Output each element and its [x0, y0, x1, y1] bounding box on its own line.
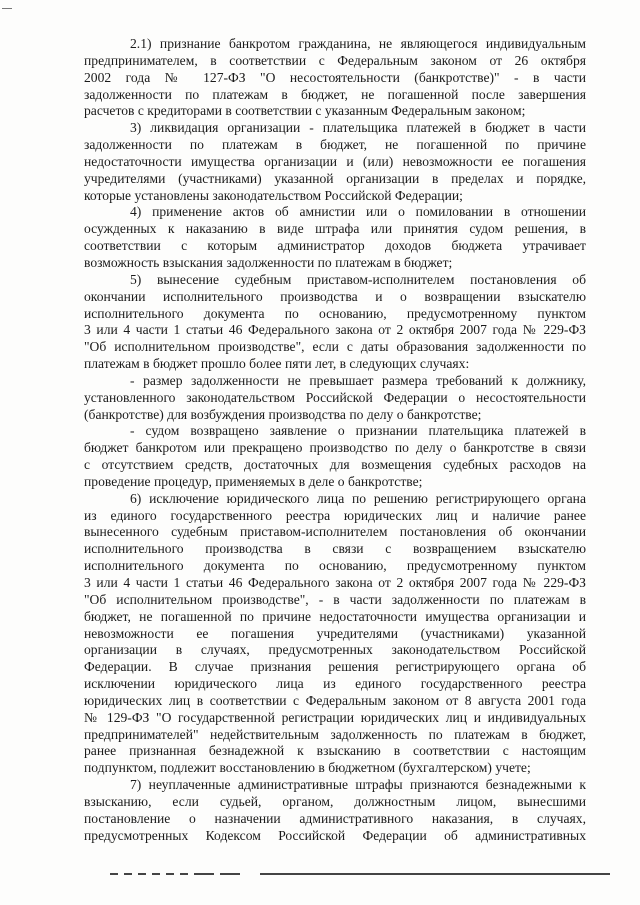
text-line: 3 или 4 части 1 статьи 46 Федерального закона от 2 октября 2007 года № 229-ФЗ: [84, 575, 586, 590]
text-line: которые установлены законодательством Российской Федерации;: [84, 187, 463, 203]
text-line: соответствии с которым администратор доходов бюджета утрачивает: [84, 238, 586, 254]
text-line: предпринимателей" недействительным задолженность по платежам в бюджет,: [84, 726, 586, 742]
text-line: (банкротстве) для возбуждения производства по делу о банкротстве;: [84, 406, 482, 422]
text-line: постановление о назначении административного наказания, в случаях,: [84, 810, 586, 826]
text-line: 2.1) признание банкротом гражданина, не являющегося индивидуальным: [130, 36, 586, 51]
text-line: предпринимателем, в соответствии с Федеральным законом от 26 октября: [84, 52, 586, 68]
text-line: 6) исключение юридического лица по решению регистрирующего органа: [130, 490, 586, 506]
text-line: возможность взыскания задолженности по платежам в бюджет;: [84, 254, 453, 270]
text-line: организации в случаях, предусмотренных законодательством Российской: [84, 642, 586, 658]
text-line: вынесенного судебным приставом-исполнителем постановления об окончании: [84, 524, 586, 540]
text-line: 3) ликвидация организации - плательщика платежей в бюджет в части: [130, 120, 586, 136]
text-line: предусмотренных Кодексом Российской Федерации об административных: [84, 827, 586, 843]
text-line: бюджет, не погашенной по причине недостаточности имущества организации и: [84, 608, 586, 624]
text-line: 4) применение актов об амнистии или о помиловании в отношении: [130, 204, 586, 220]
text-line: недостаточности имущества организации и (или) невозможности ее погашения: [84, 153, 586, 169]
bottom-scan-marks: [110, 870, 630, 878]
text-line: № 129-ФЗ "О государственной регистрации юридических лиц и индивидуальных: [84, 709, 586, 725]
text-line: взысканию, если судьей, органом, должностным лицом, вынесшими: [84, 793, 586, 809]
text-line: платежам в бюджет прошло более пяти лет, в следующих случаях:: [84, 356, 470, 372]
text-line: окончании исполнительного производства и о возвращении взыскателю: [84, 288, 586, 304]
text-line: учредителями (участниками) указанной организации в пределах и порядке,: [84, 170, 586, 186]
text-line: подпунктом, подлежит восстановлению в бюджетном (бухгалтерском) учете;: [84, 760, 531, 776]
text-line: из единого государственного реестра юридических лиц и наличие ранее: [84, 507, 586, 523]
scan-mark: [2, 8, 12, 9]
text-line: исполнительного производства в связи с возвращением взыскателю: [84, 541, 586, 557]
text-line: - судом возвращено заявление о признании плательщика платежей в: [130, 423, 586, 439]
text-line: "Об исполнительном производстве", если с даты образования задолженности по: [84, 339, 586, 355]
text-line: бюджет банкротом или прекращено производство по делу о банкротстве в связи: [84, 440, 586, 456]
text-line: Федерации. В случае признания решения регистрирующего органа об: [84, 659, 586, 675]
text-line: исполнительного документа по основанию, предусмотренному пунктом: [84, 558, 586, 574]
text-line: осужденных к наказанию в виде штрафа или принятия судом решения, в: [84, 221, 586, 237]
text-line: ранее признанная безнадежной к взысканию в соответствии с настоящим: [84, 743, 586, 759]
text-line: исключении юридического лица из единого государственного реестра: [84, 676, 586, 692]
document-text: [84, 36, 586, 845]
text-line: 5) вынесение судебным приставом-исполнителем постановления об: [130, 271, 586, 287]
text-line: 3 или 4 части 1 статьи 46 Федерального закона от 2 октября 2007 года № 229-ФЗ: [84, 322, 586, 338]
text-line: невозможности ее погашения учредителями (участниками) указанной: [84, 625, 586, 641]
text-line: задолженности по платежам в бюджет, не погашенной после завершения: [84, 86, 586, 102]
text-line: установленного законодательством Российской Федерации о несостоятельности: [84, 389, 586, 405]
text-line: с отсутствием средств, достаточных для возмещения судебных расходов на: [84, 457, 586, 473]
text-line: юридических лиц в соответствии с Федеральным законом от 8 августа 2001 года: [84, 692, 586, 708]
text-line: исполнительного документа по основанию, предусмотренному пунктом: [84, 305, 586, 321]
text-line: расчетов с кредиторами в соответствии с указанным Федеральным законом;: [84, 103, 526, 119]
text-line: "Об исполнительном производстве", - в части задолженности по платежам в: [84, 591, 586, 607]
text-line: 2002 года № 127-ФЗ "О несостоятельности (банкротстве)" - в части: [84, 69, 586, 85]
text-line: проведение процедур, применяемых в деле о банкротстве;: [84, 473, 423, 489]
text-line: - размер задолженности не превышает размера требований к должнику,: [130, 372, 586, 388]
text-line: 7) неуплаченные административные штрафы признаются безнадежными к: [130, 777, 586, 793]
text-line: задолженности по платежам в бюджет, не погашенной по причине: [84, 137, 586, 153]
